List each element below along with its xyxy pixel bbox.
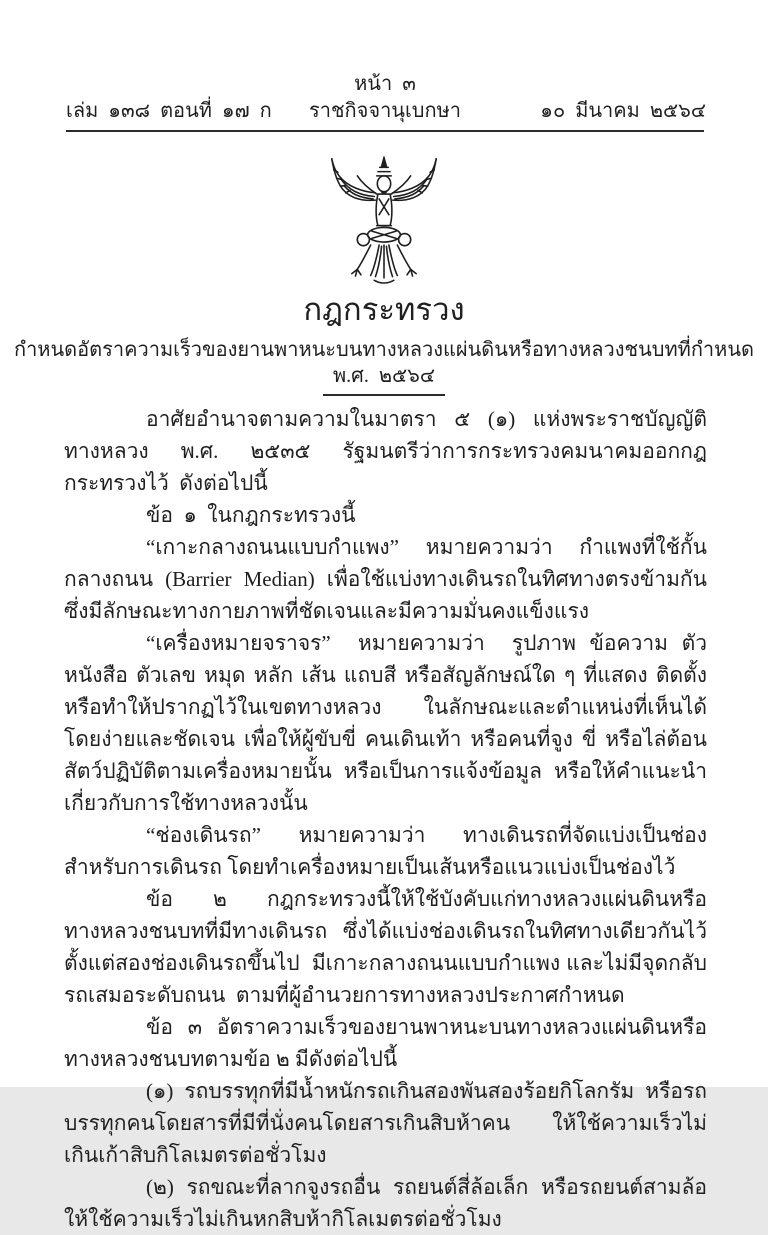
masthead bbox=[64, 98, 706, 126]
definition-barrier-median: “เกาะกลางถนนแบบกำแพง” หมายความว่า กำแพงที่ใช้กั้นกลางถนน (Barrier Median) เพื่อใช้แบ่งทางเดินรถในทิศทางตรงข้ามกัน ซึ่งมีลักษณะทางกายภาพที่ชัดเจนและมีความมั่นคงแข็งแรง bbox=[64, 535, 718, 623]
title-divider bbox=[323, 394, 445, 396]
regulation-subject: กำหนดอัตราความเร็วของยานพาหนะบนทางหลวงแผ่นดินหรือทางหลวงชนบทที่กำหนด bbox=[13, 339, 755, 361]
definition-traffic-sign: “เครื่องหมายจราจร” หมายความว่า รูปภาพ ข้อความ ตัวหนังสือ ตัวเลข หมุด หลัก เส้น แถบสี หรือสัญลักษณ์ใด ๆ ที่แสดง ติดตั้ง หรือทำให้ปรากฏไว้ในเขตทางหลวง ในลักษณะและตำแหน่งที่เห็นได้โดยง่ายและชัดเจน เพื่อให้ผู้ขับขี่ คนเดินเท้า หรือคนที่จูง ขี่ หรือไล่ต้อนสัตว์ปฏิบัติตามเครื่องหมายนั้น หรือเป็นการแจ้งข้อมูล หรือให้คำแนะนำเกี่ยวกับการใช้ทางหลวงนั้น bbox=[64, 631, 713, 815]
clause-3-item-1: (๑) รถบรรทุกที่มีน้ำหนักรถเกินสองพันสองร้อยกิโลกรัม หรือรถบรรทุกคนโดยสารที่มีที่นั่งคนโดยสารเกินสิบห้าคน ให้ใช้ความเร็วไม่เกินเก้าสิบกิโลเมตรต่อชั่วโมง bbox=[64, 1079, 707, 1167]
issue-date: ๑๐ มีนาคม ๒๕๖๔ bbox=[540, 100, 706, 122]
clause-1: ข้อ ๑ ในกฎกระทรวงนี้ bbox=[146, 503, 356, 527]
volume-part-label: เล่ม ๑๓๘ ตอนที่ ๑๗ ก bbox=[66, 100, 272, 122]
regulation-body bbox=[64, 403, 718, 1235]
regulation-title: กฎกระทรวง bbox=[303, 292, 465, 327]
page-number-label: หน้า ๓ bbox=[354, 73, 416, 95]
gazette-name: ราชกิจจานุเบกษา bbox=[308, 100, 462, 122]
header-divider bbox=[66, 130, 704, 132]
regulation-year: พ.ศ. ๒๕๖๔ bbox=[332, 365, 436, 387]
clause-3: ข้อ ๓ อัตราความเร็วของยานพาหนะบนทางหลวงแผ่นดินหรือทางหลวงชนบทตามข้อ ๒ มีดังต่อไปนี้ bbox=[64, 1015, 707, 1071]
garuda-emblem-icon bbox=[323, 154, 445, 290]
clause-3-item-2: (๒) รถขณะที่ลากจูงรถอื่น รถยนต์สี่ล้อเล็ก หรือรถยนต์สามล้อ ให้ใช้ความเร็วไม่เกินหกสิบห้ากิโลเมตรต่อชั่วโมง bbox=[64, 1175, 718, 1231]
preamble-paragraph: อาศัยอำนาจตามความในมาตรา ๕ (๑) แห่งพระราชบัญญัติทางหลวง พ.ศ. ๒๕๓๕ รัฐมนตรีว่าการกระทรวงคมนาคมออกกฎกระทรวงไว้ ดังต่อไปนี้ bbox=[64, 407, 707, 495]
definition-traffic-lane: “ช่องเดินรถ” หมายความว่า ทางเดินรถที่จัดแบ่งเป็นช่องสำหรับการเดินรถ โดยทำเครื่องหมายเป็นเส้นหรือแนวแบ่งเป็นช่องไว้ bbox=[64, 823, 707, 879]
clause-2: ข้อ ๒ กฎกระทรวงนี้ให้ใช้บังคับแก่ทางหลวงแผ่นดินหรือทางหลวงชนบทที่มีทางเดินรถ ซึ่งได้แบ่งช่องเดินรถในทิศทางเดียวกันไว้ตั้งแต่สองช่องเดินรถขึ้นไป มีเกาะกลางถนนแบบกำแพง และไม่มีจุดกลับรถเสมอระดับถนน ตามที่ผู้อำนวยการทางหลวงประกาศกำหนด bbox=[64, 887, 707, 1007]
